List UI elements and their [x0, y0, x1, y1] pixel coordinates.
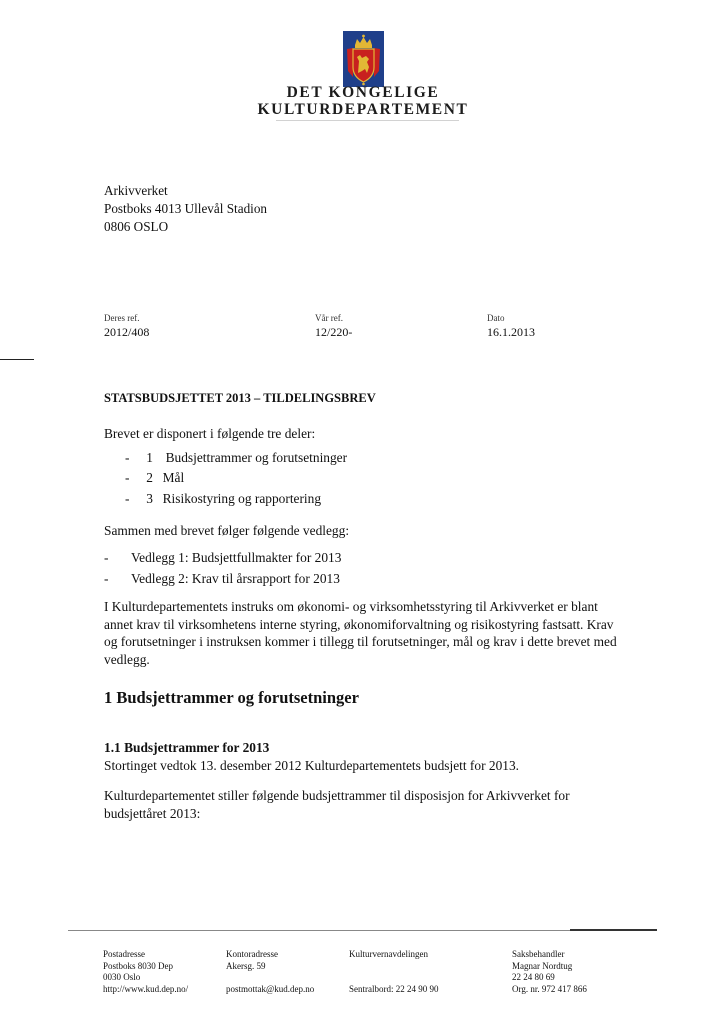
recipient-address [104, 182, 267, 236]
recipient-name: Arkivverket [104, 183, 168, 198]
letter-subject: STATSBUDSJETTET 2013 – TILDELINGSBREV [104, 391, 376, 405]
website-link[interactable]: http://www.kud.dep.no/ [103, 983, 189, 994]
paragraph-line: annet krav til virksomhetens interne styring, økonomiforvaltning og risikostyring fastsatt. Krav [104, 616, 614, 632]
list-dash: - [125, 470, 130, 485]
paragraph-line: Kulturdepartementet stiller følgende budsjettrammer til disposisjon for Arkivverket for [104, 788, 570, 803]
intro-text: Brevet er disponert i følgende tre deler: [104, 426, 316, 441]
paragraph-line: og forutsetninger i instruksen kommer i tillegg til forutsetninger, mål og krav i dette brevet med [104, 634, 617, 649]
department-name-line2: KULTURDEPARTEMENT [257, 101, 469, 118]
list-dash: - [125, 491, 130, 506]
list-item [125, 469, 184, 487]
footer-heading: Kulturvernavdelingen [349, 949, 428, 959]
letterhead-divider [276, 120, 459, 121]
fold-mark [0, 359, 34, 360]
paragraph-line: vedlegg. [104, 651, 150, 667]
footer-postal-address: Postadresse Postboks 8030 Dep 0030 Oslo http://www.kud.dep.no/ [103, 949, 189, 994]
instruction-paragraph [104, 598, 617, 668]
footer-heading: Kontoradresse [226, 949, 278, 959]
footer-office-address: Kontoradresse Akersg. 59 postmottak@kud.dep.no [226, 949, 315, 994]
footer-heading: Postadresse [103, 949, 145, 959]
footer-mark [570, 929, 657, 931]
list-text: Risikostyring og rapportering [162, 491, 322, 506]
switchboard-number: Sentralbord: 22 24 90 90 [349, 983, 439, 994]
list-text: Budsjettrammer og forutsetninger [165, 450, 348, 465]
date-label: Dato [487, 313, 505, 323]
attachment-text: Vedlegg 1: Budsjettfullmakter for 2013 [130, 550, 342, 565]
section-paragraph-2 [104, 787, 570, 822]
paragraph-line: budsjettåret 2013: [104, 805, 201, 821]
attachments-intro: Sammen med brevet følger følgende vedlegg: [104, 523, 350, 538]
list-number: 2 [146, 470, 153, 485]
var-ref-label: Vår ref. [315, 313, 343, 323]
list-text: Mål [162, 470, 185, 485]
list-dash: - [104, 550, 109, 565]
list-dash: - [104, 571, 109, 586]
email-link[interactable]: postmottak@kud.dep.no [226, 983, 315, 994]
recipient-street: Postboks 4013 Ullevål Stadion [104, 201, 268, 216]
attachment-item [104, 549, 341, 567]
department-name-line1: DET KONGELIGE [286, 84, 440, 101]
list-dash: - [125, 450, 130, 465]
list-number: 3 [146, 491, 153, 506]
footer-divider [68, 930, 657, 931]
recipient-postal: 0806 OSLO [104, 219, 169, 234]
deres-ref-value: 2012/408 [104, 325, 150, 339]
footer-case-officer: Saksbehandler Magnar Nordtug 22 24 80 69 Org. nr. 972 417 866 [512, 949, 587, 994]
section-heading-1-1: 1.1 Budsjettrammer for 2013 [104, 740, 270, 755]
list-item [125, 490, 321, 508]
footer-department [349, 949, 439, 995]
paragraph-line: I Kulturdepartementets instruks om økonomi- og virksomhetsstyring til Arkivverket er blant [104, 599, 598, 614]
coat-of-arms-icon [343, 31, 384, 87]
coat-of-arms-logo [343, 31, 384, 87]
date-value: 16.1.2013 [487, 325, 535, 339]
list-item [125, 449, 347, 467]
attachment-item [104, 570, 340, 588]
section-paragraph: Stortinget vedtok 13. desember 2012 Kulturdepartementets budsjett for 2013. [104, 758, 520, 773]
attachment-text: Vedlegg 2: Krav til årsrapport for 2013 [130, 571, 340, 586]
list-number: 1 [146, 450, 153, 465]
deres-ref-label: Deres ref. [104, 313, 140, 323]
var-ref-value: 12/220- [315, 325, 353, 339]
footer-heading: Saksbehandler [512, 949, 565, 959]
section-heading-1: 1 Budsjettrammer og forutsetninger [104, 688, 359, 707]
